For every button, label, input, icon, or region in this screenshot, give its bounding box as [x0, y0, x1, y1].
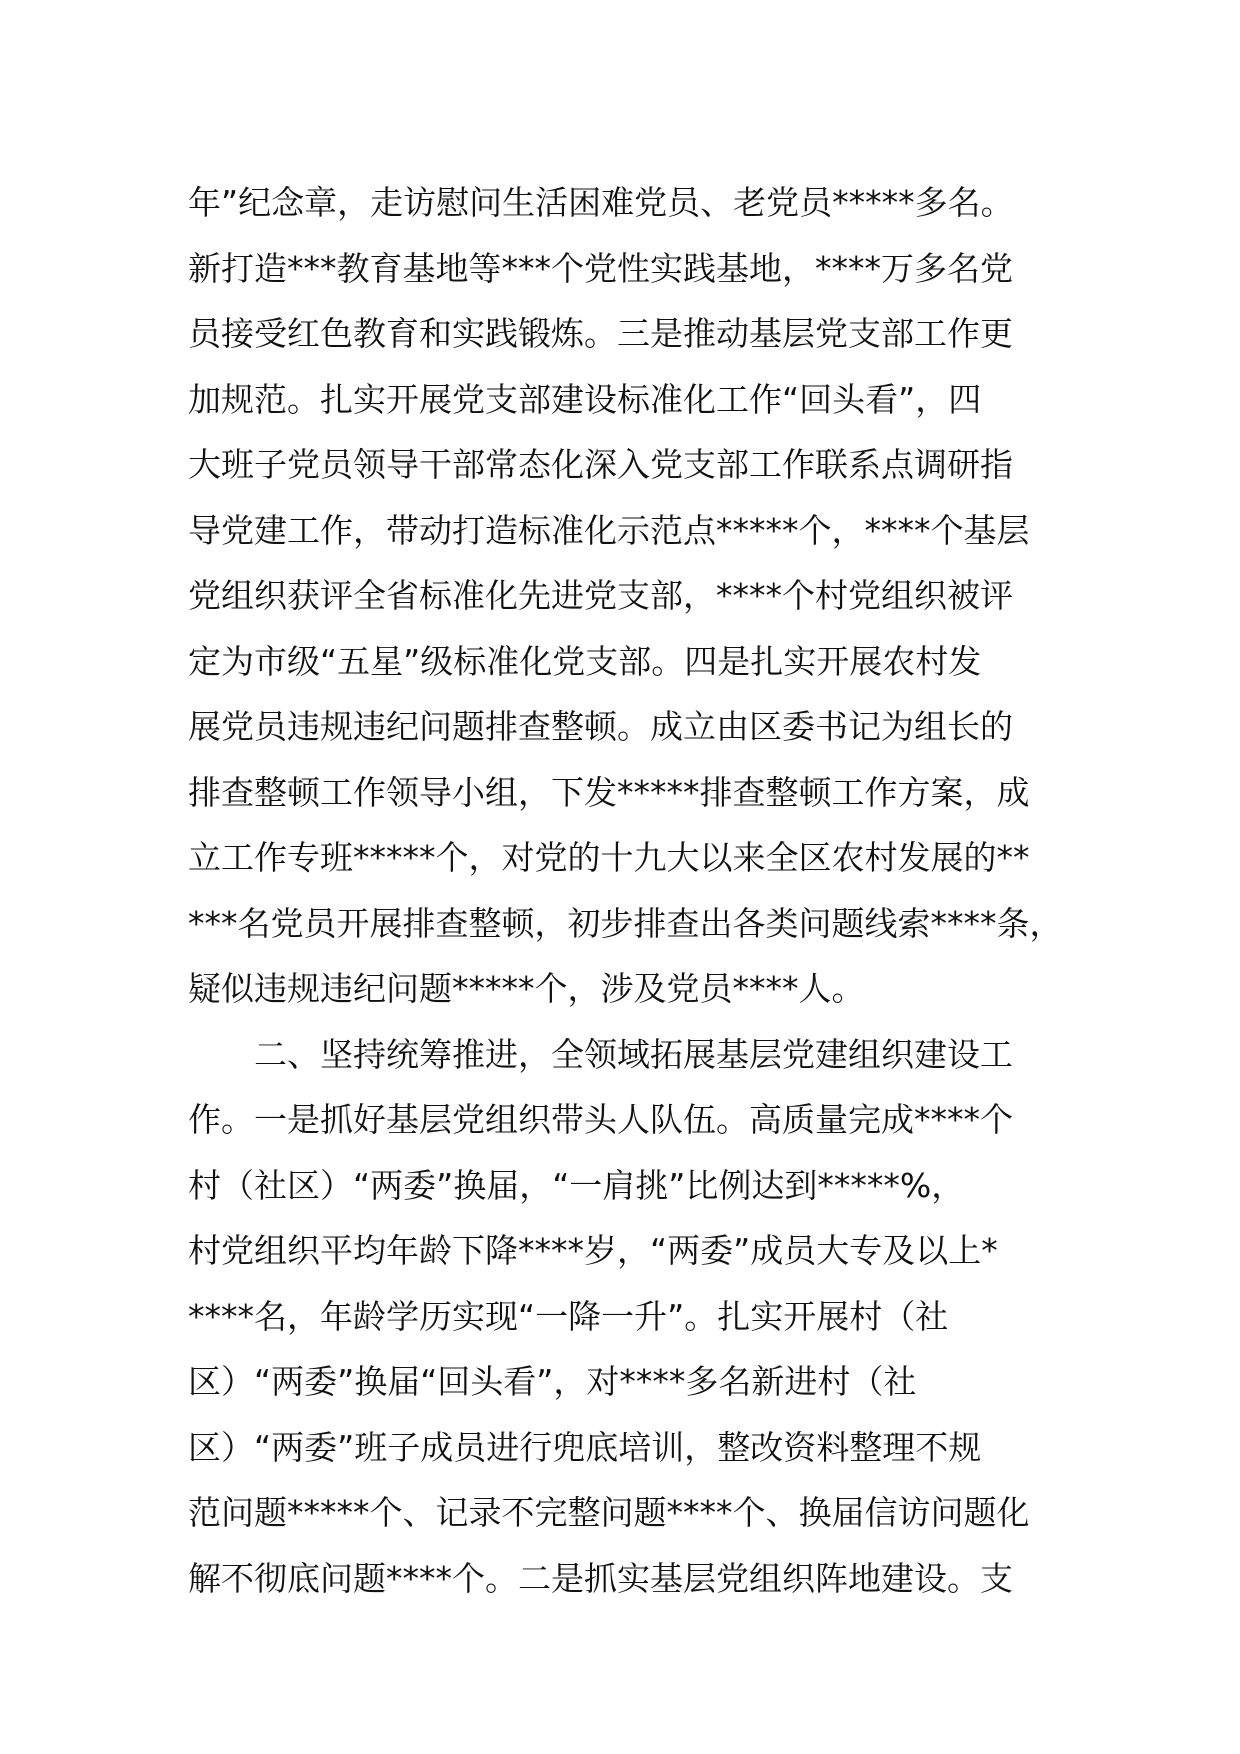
text-line: 立工作专班*****个，对党的十九大以来全区农村发展的**: [188, 838, 1030, 877]
text-line: ***名党员开展排查整顿，初步排查出各类问题线索****条，: [188, 903, 1063, 943]
text-line: 解不彻底问题****个。二是抓实基层党组织阵地建设。支: [188, 1558, 1013, 1598]
text-line: 村（社区）“两委”换届，“一肩挑”比例达到*****%，: [188, 1165, 965, 1205]
text-line: ****名，年龄学历实现“一降一升”。扎实开展村（社: [188, 1296, 949, 1336]
text-line: 作。一是抓好基层党组织带头人队伍。高质量完成****个: [188, 1100, 1013, 1139]
text-line: 年”纪念章，走访慰问生活困难党员、老党员*****多名。: [188, 183, 1014, 222]
text-line: 村党组织平均年龄下降****岁，“两委”成员大专及以上*: [188, 1231, 998, 1270]
text-line: 党组织获评全省标准化先进党支部，****个村党组织被评: [188, 576, 1013, 615]
text-line: 导党建工作，带动打造标准化示范点*****个，****个基层: [188, 510, 1030, 550]
text-line: 大班子党员领导干部常态化深入党支部工作联系点调研指: [188, 445, 1013, 484]
paragraph-start-line: 二、坚持统筹推进，全领域拓展基层党建组织建设工: [254, 1034, 1013, 1074]
text-line: 新打造***教育基地等***个党性实践基地，****万多名党: [188, 248, 1013, 288]
text-line: 区）“两委”班子成员进行兜底培训，整改资料整理不规: [188, 1427, 982, 1467]
text-line: 员接受红色教育和实践锻炼。三是推动基层党支部工作更: [188, 314, 1013, 353]
text-line: 排查整顿工作领导小组，下发*****排查整顿工作方案，成: [188, 772, 1030, 812]
text-line: 范问题*****个、记录不完整问题****个、换届信访问题化: [188, 1493, 1030, 1532]
body-text: [188, 170, 1088, 1611]
text-line: 区）“两委”换届“回头看”，对****多名新进村（社: [188, 1362, 917, 1401]
text-line: 展党员违规违纪问题排查整顿。成立由区委书记为组长的: [188, 707, 1013, 746]
text-line: 定为市级“五星”级标准化党支部。四是扎实开展农村发: [188, 641, 982, 681]
text-line: 疑似违规违纪问题*****个，涉及党员****人。: [188, 969, 865, 1008]
text-line: 加规范。扎实开展党支部建设标准化工作“回头看”，四: [188, 379, 982, 419]
